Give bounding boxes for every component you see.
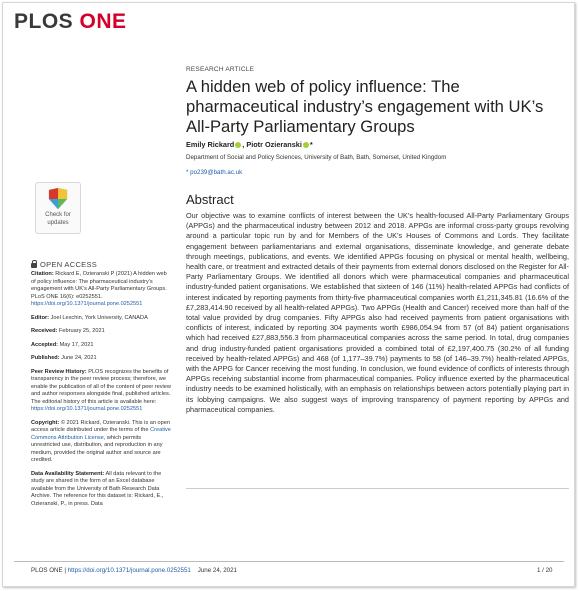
abstract-divider <box>186 488 569 489</box>
footer-doi-link[interactable]: https://doi.org/10.1371/journal.pone.0252551 <box>67 567 191 574</box>
page-footer <box>31 567 237 574</box>
received-date: February 25, 2021 <box>59 328 105 334</box>
footer-divider <box>14 561 564 562</box>
crossmark-icon <box>45 187 71 211</box>
author-separator: , <box>242 140 247 149</box>
accepted-block <box>31 342 171 350</box>
article-type: RESEARCH ARTICLE <box>186 66 255 73</box>
abstract-heading: Abstract <box>186 192 234 207</box>
open-access-text: OPEN ACCESS <box>40 260 98 269</box>
peer-review-block <box>31 369 171 414</box>
cc-license-link[interactable]: Creative Commons Attribution License <box>31 427 171 441</box>
data-availability-label: Data Availability Statement: <box>31 470 105 477</box>
footer-journal: PLOS ONE | <box>31 567 68 574</box>
author-name[interactable]: Piotr Ozieranski <box>246 140 302 149</box>
orcid-icon[interactable] <box>303 142 309 148</box>
editor-text: Joel Lexchin, York University, CANADA <box>50 314 148 321</box>
received-label: Received: <box>31 328 58 334</box>
corresponding-email[interactable]: * po239@bath.ac.uk <box>186 169 243 176</box>
copyright-label: Copyright: <box>31 419 60 426</box>
affiliation: Department of Social and Policy Sciences, University of Bath, Bath, Somerset, United Kingdom <box>186 154 447 161</box>
editor-label: Editor: <box>31 314 50 321</box>
published-block <box>31 355 171 363</box>
footer-date: June 24, 2021 <box>197 567 237 574</box>
logo-one-text: ONE <box>79 10 127 33</box>
open-lock-icon <box>31 263 37 268</box>
peer-review-link[interactable]: https://doi.org/10.1371/journal.pone.0252551 <box>31 406 143 412</box>
citation-label: Citation: <box>31 271 54 277</box>
data-availability-block <box>31 471 171 509</box>
corresponding-mark: * <box>309 140 313 149</box>
copyright-text-2: , which permits unrestricted use, distribution, and reproduction in any medium, provided the original author and source are credited. <box>31 434 163 463</box>
author-list <box>186 140 313 149</box>
check-for-updates-badge[interactable] <box>35 182 81 234</box>
editor-block <box>31 315 171 323</box>
accepted-label: Accepted: <box>31 341 59 348</box>
published-date: June 24, 2021 <box>61 355 97 361</box>
peer-review-text: PLOS recognizes the benefits of transparency in the peer review process; therefore, we enable the publication of all of the content of peer review and author responses alongside final, published articles. The editorial history of this article is available here: <box>31 368 171 405</box>
logo-plos-text: PLOS <box>14 10 74 33</box>
abstract-text: Our objective was to examine conflicts of interest between the UK’s health-focused All-Party Parliamentary Groups (APPGs) and the pharmaceutical industry between 2012 and 2018. APPGs are informal cross-party groups revolving around a particular topic run by and for Members of the UK’s Houses of Commons and Lords. They facilitate engagement between parliamentarians and external organisations, disseminate knowledge, and generate debate through meetings, publications, and events. We identified APPGs focusing on physical or mental health, wellbeing, health care, or treatment and extracted details of their payments from external donors disclosed on the Register for All-Party Parliamentary Groups. We identified all donors which were pharmaceutical companies and pharmaceutical industry-funded patient organisations. We established that sixteen of 146 (11%) health-related APPGs had conflicts of interest indicated by reporting payments from thirty-five pharmaceutical companies worth £1,211,345.81 (16.6% of the £7,283,414.90 received by all health-related APPGs). Two APPGs (Health and Cancer) received more than half of the total value provided by drug companies. Fifty APPGs also had received payments from patient organisations with conflicts of interest, indicated by reporting 304 payments worth £986,054.94 from 57 (of 84) patient organisations which had received £27,883,556.3 from pharmaceutical companies across the same period. In total, drug companies and drug industry-funded patient organisations provided a combined total of £2,197,400.75 (30.2% of all funding received by health-related APPGs) and 468 (of 1,177–39.7%) payments to 58 (of 146–39.7%) health-related APPGs, with the APPG for Cancer receiving the most funding. In conclusion, we found evidence of conflicts of interests through APPGs receiving substantial income from pharmaceutical companies. Policy influence exerted by the pharmaceutical industry needs to be examined holistically, with an emphasis on relationships between actors potentially playing part in its lobbying campaigns. We also suggest ways of improving transparency of payment reporting by APPGs and pharmaceutical companies. <box>186 211 569 414</box>
accepted-date: May 17, 2021 <box>59 341 94 348</box>
article-title: A hidden web of policy influence: The pharmaceutical industry’s engagement with UK’s All-Party Parliamentary Groups <box>186 77 544 136</box>
author-name[interactable]: Emily Rickard <box>186 140 235 149</box>
page-number: 1 / 20 <box>537 567 553 574</box>
peer-review-label: Peer Review History: <box>31 368 87 375</box>
badge-line-2: updates <box>47 220 69 226</box>
badge-line-1: Check for <box>45 212 71 218</box>
open-access-label <box>31 260 97 269</box>
published-label: Published: <box>31 355 60 361</box>
citation-text: Rickard E, Ozieranski P (2021) A hidden web of policy influence: The pharmaceutical industry’s engagement with UK’s All-Party Parliamentary Groups. PLoS ONE 16(6): e0252551. <box>31 271 167 300</box>
data-availability-text: All data relevant to the study are shared in the form of an Excel database available from the University of Bath Research Data Archive. The reference for this dataset is: Rickard, E., Ozieranski, P., in press. Data <box>31 470 164 507</box>
citation-block <box>31 271 171 309</box>
plos-one-logo[interactable] <box>14 10 127 34</box>
copyright-text: © 2021 Rickard, Ozieranski. This is an open access article distributed under the terms of the <box>31 419 170 433</box>
article-info-sidebar <box>31 271 171 514</box>
citation-doi-link[interactable]: https://doi.org/10.1371/journal.pone.0252551 <box>31 301 143 307</box>
copyright-block <box>31 420 171 465</box>
orcid-icon[interactable] <box>235 142 241 148</box>
received-block <box>31 328 171 336</box>
